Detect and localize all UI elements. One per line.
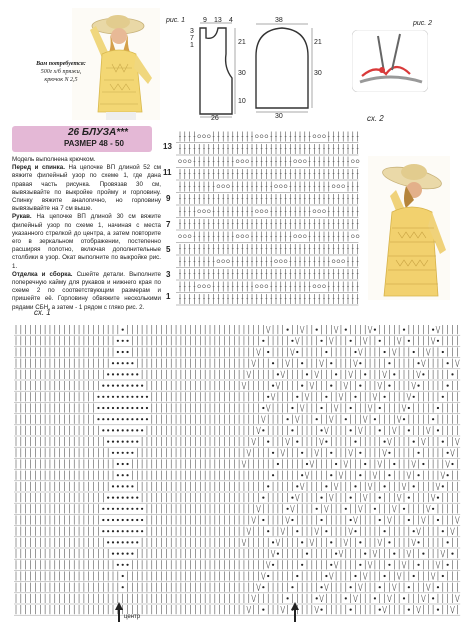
title-text: 26 БЛУЗА*** <box>68 127 128 138</box>
finish-body: Сшейте детали. Выполните поперечную кайму для рукавов и нижнего края по схеме 2 по соответствующим размерам и пришейте её. Горловину обвяжите несколькими рядами СБН, а затем - 1 рядом с гляко рис. 2. <box>12 270 162 311</box>
front-back-body: На цепочке ВП длиной 52 см вяжите филейный узор по схеме 1, где дана правая часть рисунка. Провязав 30 см, вывязывайте по выкройке пройму и горловину. Спинку вяжите аналогично, но горловину вывязывайте на 7 см выше. <box>12 164 161 213</box>
dim-front-right-2: 30 <box>238 70 246 77</box>
row-number-1: 1 <box>166 292 171 301</box>
row-number-3: 3 <box>166 270 171 279</box>
size-text: РАЗМЕР 48 - 50 <box>64 139 124 148</box>
center-arrow-left <box>114 602 124 622</box>
row-number-7: 7 <box>166 220 171 229</box>
dim-sleeve-right-2: 30 <box>314 70 322 77</box>
center-arrow-right <box>290 602 300 622</box>
dim-sleeve-right-1: 21 <box>314 39 322 46</box>
dim-front-top-1: 9 <box>203 17 207 24</box>
dim-front-top-2: 13 <box>214 17 222 24</box>
front-back-title: Перед и спинка. <box>12 164 65 172</box>
intro-text: Модель выполнена крючком. <box>12 156 96 163</box>
front-back-paragraph <box>12 164 161 213</box>
dim-front-left-1: 3 <box>190 28 194 35</box>
dim-front-right-1: 21 <box>238 39 246 46</box>
row-number-9: 9 <box>166 194 171 203</box>
sleeve-title: Рукав. <box>12 213 32 221</box>
dim-sleeve-top: 38 <box>275 17 283 24</box>
figure1-label: рис. 1 <box>166 17 186 24</box>
finish-title: Отделка и сборка. <box>12 270 73 278</box>
figure1-schematic <box>186 14 316 124</box>
dim-front-left-3: 1 <box>190 42 194 49</box>
materials-heading: Вам потребуется: <box>36 61 86 67</box>
scheme1-label: сх. 1 <box>34 308 51 317</box>
dim-front-bottom: 26 <box>211 115 219 122</box>
dim-front-top-3: 4 <box>229 17 233 24</box>
title-banner <box>12 126 152 152</box>
model-photo-right <box>368 156 450 300</box>
dim-front-left-2: 7 <box>190 35 194 42</box>
center-label: центр <box>124 614 141 620</box>
row-number-13: 13 <box>163 142 172 151</box>
materials-block <box>20 60 102 84</box>
figure2-illustration <box>352 30 428 92</box>
sleeve-paragraph <box>12 213 161 270</box>
dim-sleeve-bottom: 30 <box>275 113 283 120</box>
scheme1-chart <box>14 320 462 620</box>
dim-front-right-3: 10 <box>238 98 246 105</box>
materials-hook: крючок N 2,5 <box>44 77 78 83</box>
materials-yarn: 500г х/б пряжи, <box>40 69 82 75</box>
finish-paragraph <box>12 271 161 312</box>
scheme2-chart <box>176 124 366 306</box>
sleeve-body: На цепочке ВП длиной 30 см вяжите филейный узор по схеме 1, начиная с места указанного стрелкой до центра, а затем повторите его в зеркальном отображении, постепенно расширяя полотно, включая дополнительные столбики в узор. Окат выполните по выкройке рис. 1. <box>12 213 161 270</box>
row-number-5: 5 <box>166 245 171 254</box>
instructions-text <box>12 156 161 312</box>
row-number-11: 11 <box>163 168 172 177</box>
figure2-label: рис. 2 <box>413 20 433 27</box>
scheme2-label: сх. 2 <box>367 114 384 123</box>
